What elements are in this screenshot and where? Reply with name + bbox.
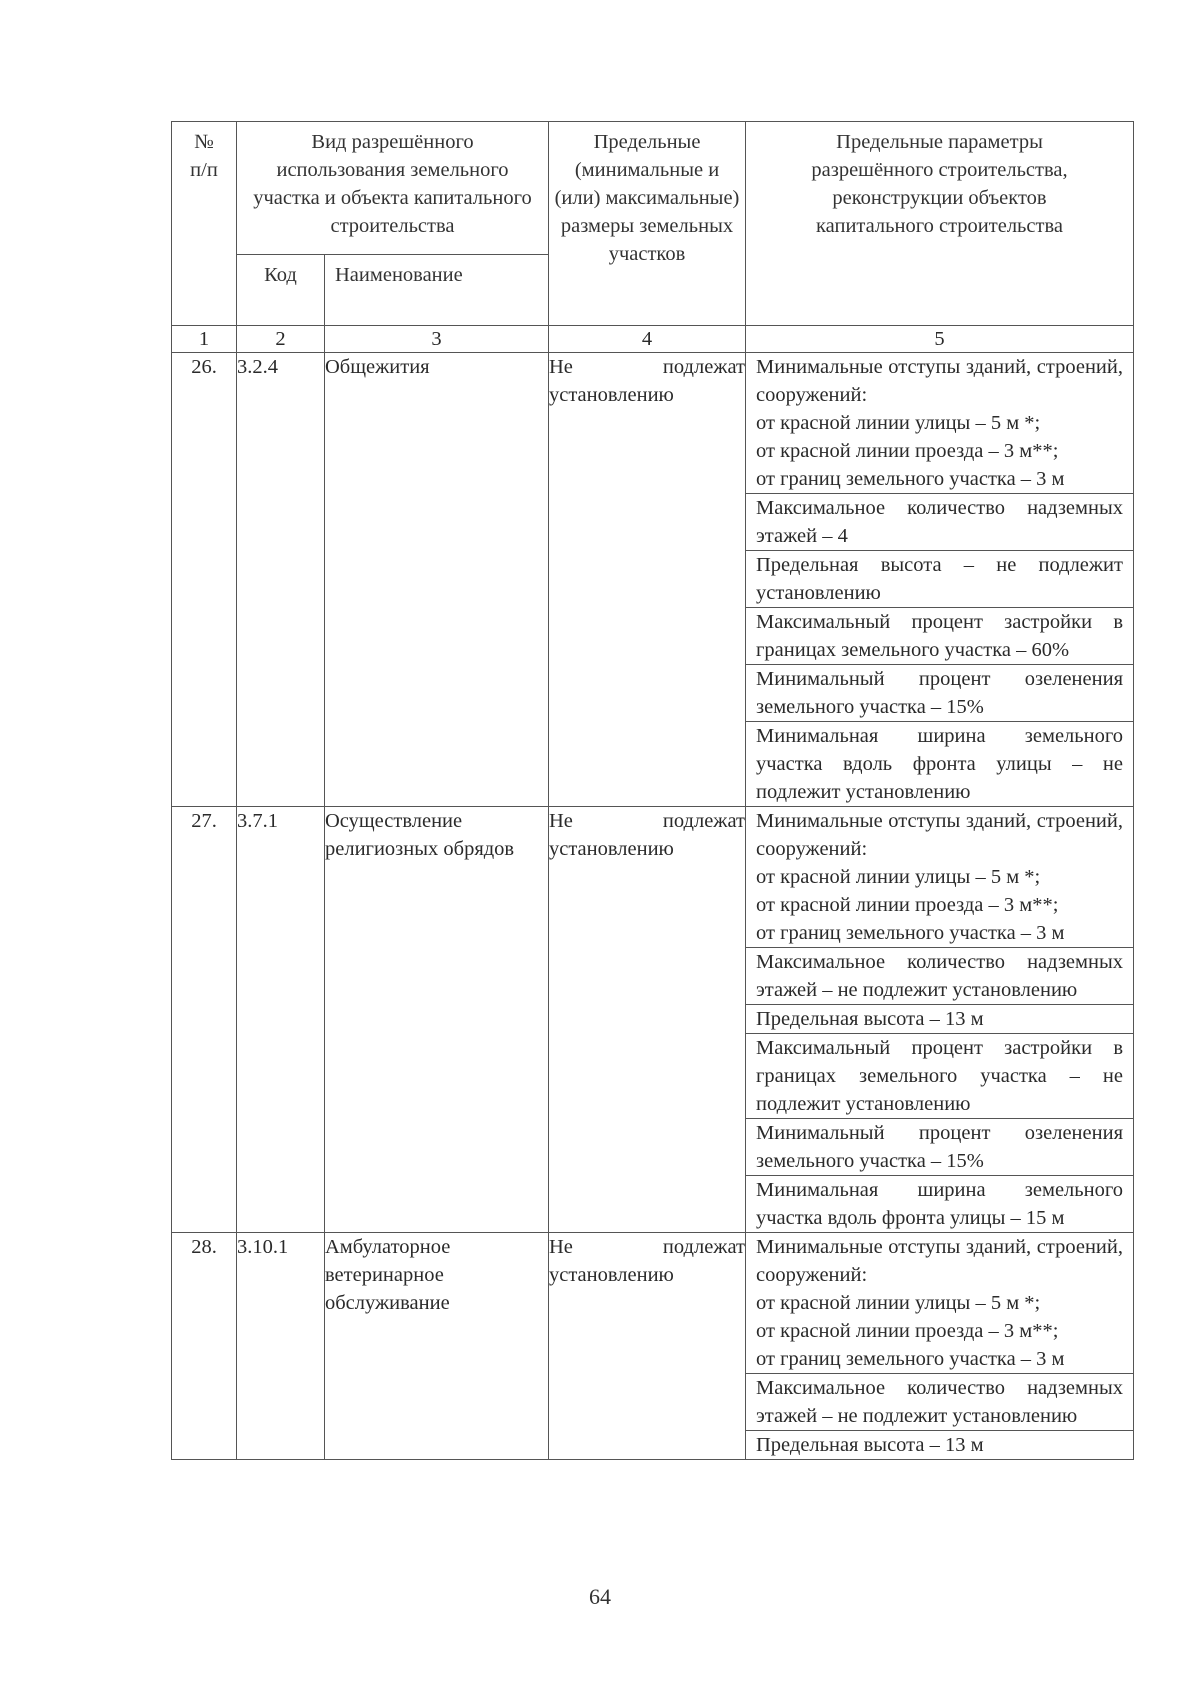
table-row bbox=[172, 353, 1134, 807]
row-number: 26. bbox=[172, 353, 237, 807]
row-code: 3.10.1 bbox=[237, 1233, 325, 1460]
param-floors: Максимальное количество надземных этажей – не подлежит установлению bbox=[746, 1374, 1133, 1431]
param-line: от красной линии улицы – 5 м *; bbox=[756, 866, 1041, 888]
param-frontage: Минимальная ширина земельного участка вдоль фронта улицы – не подлежит установлению bbox=[756, 725, 1123, 803]
column-number: 3 bbox=[325, 326, 549, 353]
page-number: 64 bbox=[589, 1584, 611, 1609]
header-params: Предельные параметры разрешённого строительства, реконструкции объектов капитального строительства bbox=[746, 122, 1134, 326]
header-row bbox=[172, 122, 1134, 255]
param-floors: Максимальное количество надземных этажей – 4 bbox=[746, 494, 1133, 551]
param-line: от границ земельного участка – 3 м bbox=[756, 1348, 1065, 1370]
header-code: Код bbox=[237, 255, 325, 326]
param-line: от границ земельного участка – 3 м bbox=[756, 922, 1065, 944]
param-line: Минимальные отступы зданий, строений, сооружений: bbox=[756, 1236, 1123, 1286]
row-name: Общежития bbox=[325, 353, 549, 807]
param-line: от красной линии улицы – 5 м *; bbox=[756, 1292, 1041, 1314]
column-numbers-row bbox=[172, 326, 1134, 353]
param-line: от красной линии проезда – 3 м**; bbox=[756, 440, 1059, 462]
param-setbacks bbox=[746, 353, 1133, 494]
column-number: 4 bbox=[549, 326, 746, 353]
table-row bbox=[172, 1233, 1134, 1460]
param-line: от красной линии улицы – 5 м *; bbox=[756, 412, 1041, 434]
param-line: Минимальные отступы зданий, строений, сооружений: bbox=[756, 356, 1123, 406]
header-num: № п/п bbox=[172, 122, 237, 326]
column-number: 2 bbox=[237, 326, 325, 353]
param-line: от красной линии проезда – 3 м**; bbox=[756, 1320, 1059, 1342]
column-number: 5 bbox=[746, 326, 1134, 353]
param-frontage: Минимальная ширина земельного участка вдоль фронта улицы – 15 м bbox=[756, 1179, 1123, 1229]
row-number: 27. bbox=[172, 807, 237, 1233]
param-line: от красной линии проезда – 3 м**; bbox=[756, 894, 1059, 916]
param-line: от границ земельного участка – 3 м bbox=[756, 468, 1065, 490]
param-height: Предельная высота – 13 м bbox=[746, 1005, 1133, 1034]
param-setbacks bbox=[746, 1233, 1133, 1374]
row-number: 28. bbox=[172, 1233, 237, 1460]
param-line: Минимальные отступы зданий, строений, сооружений: bbox=[756, 810, 1123, 860]
row-code: 3.7.1 bbox=[237, 807, 325, 1233]
row-params bbox=[746, 807, 1134, 1233]
row-sizes: Не подлежат установлению bbox=[549, 807, 746, 1233]
row-sizes: Не подлежат установлению bbox=[549, 1233, 746, 1460]
param-height: Предельная высота – не подлежит установлению bbox=[746, 551, 1133, 608]
header-name: Наименование bbox=[325, 255, 549, 326]
param-build-percent: Максимальный процент застройки в границах земельного участка – 60% bbox=[746, 608, 1133, 665]
row-params bbox=[746, 1233, 1134, 1460]
table-row bbox=[172, 807, 1134, 1233]
param-height: Предельная высота – 13 м bbox=[756, 1434, 984, 1456]
header-sizes: Предельные (минимальные и (или) максимальные) размеры земельных участков bbox=[549, 122, 746, 326]
regulations-table bbox=[171, 121, 1134, 1460]
param-green-percent: Минимальный процент озеленения земельного участка – 15% bbox=[746, 1119, 1133, 1176]
param-green-percent: Минимальный процент озеленения земельного участка – 15% bbox=[746, 665, 1133, 722]
param-build-percent: Максимальный процент застройки в границах земельного участка – не подлежит установлению bbox=[746, 1034, 1133, 1119]
row-code: 3.2.4 bbox=[237, 353, 325, 807]
row-params bbox=[746, 353, 1134, 807]
param-setbacks bbox=[746, 807, 1133, 948]
column-number: 1 bbox=[172, 326, 237, 353]
header-vid: Вид разрешённого использования земельного участка и объекта капитального строительства bbox=[237, 122, 549, 255]
row-name: Амбулаторное ветеринарное обслуживание bbox=[325, 1233, 549, 1460]
row-sizes: Не подлежат установлению bbox=[549, 353, 746, 807]
row-name: Осуществление религиозных обрядов bbox=[325, 807, 549, 1233]
param-floors: Максимальное количество надземных этажей – не подлежит установлению bbox=[746, 948, 1133, 1005]
